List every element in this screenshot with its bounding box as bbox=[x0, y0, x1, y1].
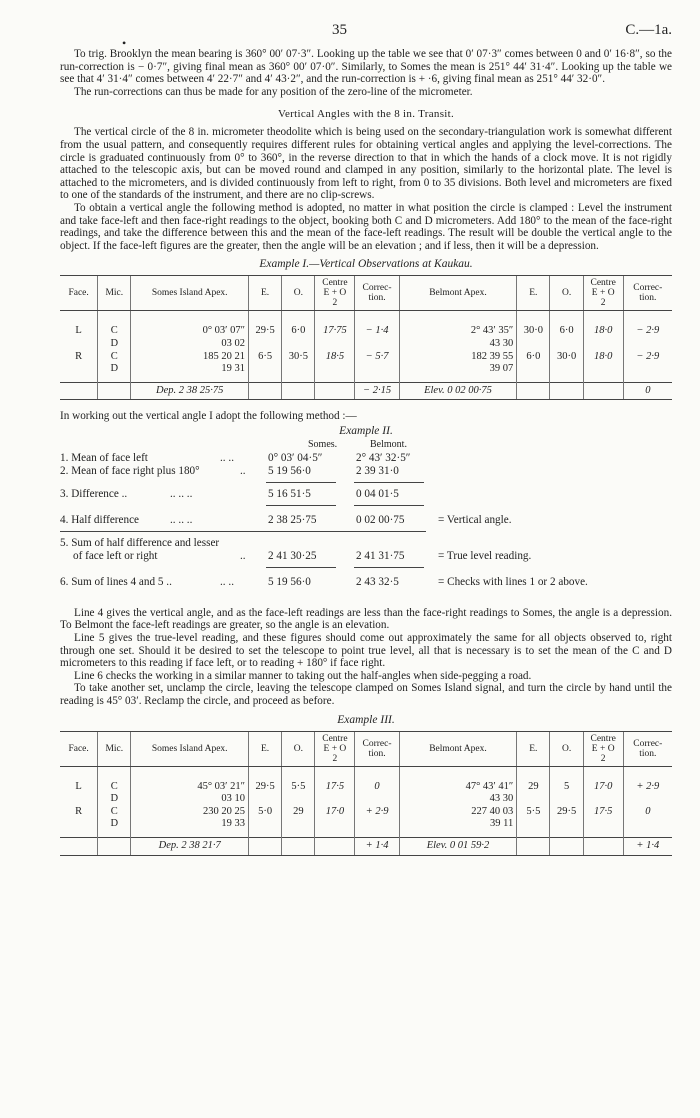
example2-line-5-label2: of face left or right bbox=[73, 549, 158, 562]
col-belmont: Belmont Apex. bbox=[399, 276, 517, 311]
example2-line-4-somes: 2 38 25·75 bbox=[268, 513, 317, 526]
col-somes: Somes Island Apex. bbox=[131, 276, 249, 311]
paragraph-line4: Line 4 gives the vertical angle, and as the face-left readings are less than the face-right readings to Somes, the angle is a depression. To Belmont the face-left readings are greater, so the angle is an elevation. bbox=[60, 606, 672, 632]
example2-line-4-note: = Vertical angle. bbox=[438, 513, 512, 526]
example2-col-somes: Somes. bbox=[308, 438, 338, 450]
table-header bbox=[60, 276, 672, 311]
table-summary-row: Dep. 2 38 21·7 + 1·4 Elev. 0 01 59·2 + 1·4 bbox=[60, 838, 672, 856]
example2-line-6-belmont: 2 43 32·5 bbox=[356, 575, 399, 588]
table-row: L C 0° 03′ 07″ 29·5 6·0 17·75 − 1·4 2° 43′ 35″ 30·0 6·0 18·0 − 2·9 bbox=[60, 311, 672, 338]
table-row: L C 45° 03′ 21″ 29·5 5·5 17·5 0 47° 43′ 41″ 29 5 17·0 + 2·9 bbox=[60, 766, 672, 793]
example2-line-1-belmont: 2° 43′ 32·5″ bbox=[356, 451, 411, 464]
example2-block bbox=[60, 439, 672, 603]
table-row: R C 230 20 25 5·0 29 17·0 + 2·9 227 40 03 5·5 29·5 17·5 0 bbox=[60, 806, 672, 819]
example2-line-5-somes: 2 41 30·25 bbox=[268, 549, 317, 562]
example2-line-5-dots: .. bbox=[240, 549, 246, 562]
rule bbox=[354, 567, 424, 568]
rule bbox=[266, 482, 336, 483]
stray-mark: • bbox=[122, 36, 127, 50]
col-correction: Correc- tion. bbox=[355, 276, 399, 311]
paragraph-working-out: In working out the vertical angle I adopt the following method :— bbox=[60, 410, 357, 423]
example2-line-3-dots: .. .. .. bbox=[170, 487, 193, 500]
example2-line-4-dots: .. .. .. bbox=[170, 513, 193, 526]
col-correction-2: Correc- tion. bbox=[623, 276, 672, 311]
example1-table bbox=[60, 275, 672, 400]
example2-line-1-label: 1. Mean of face left bbox=[60, 451, 148, 464]
rule bbox=[266, 567, 336, 568]
document-code: C.—1a. bbox=[625, 22, 672, 38]
example2-line-6-label: 6. Sum of lines 4 and 5 .. bbox=[60, 575, 172, 588]
example2-line-4-label: 4. Half difference bbox=[60, 513, 139, 526]
example3-title: Example III. bbox=[337, 713, 395, 726]
document-page bbox=[60, 22, 672, 856]
col-o-2: O. bbox=[550, 276, 583, 311]
paragraph-line5: Line 5 gives the true-level reading, and these figures should come out approximately the same for all objects observed to, right through one set. Should it be desired to set the telescope to point true level, all that is necessary is to set the mean of the C and D micrometers to this reading if face left, or to reading + 180° if face right. bbox=[60, 632, 672, 670]
example2-line-2-dots: .. bbox=[240, 464, 246, 477]
example2-line-6-somes: 5 19 56·0 bbox=[268, 575, 311, 588]
page-header bbox=[60, 22, 672, 48]
example2-line-2-somes: 5 19 56·0 bbox=[268, 464, 311, 477]
col-centre-2: Centre E + O 2 bbox=[583, 276, 623, 311]
example2-line-1-dots: .. .. bbox=[220, 451, 234, 464]
paragraph-run-corrections: The run-corrections can thus be made for any position of the zero-line of the micrometer. bbox=[74, 85, 473, 98]
paragraph-brooklyn: To trig. Brooklyn the mean bearing is 360° 00′ 07·3″. Looking up the table we see that 0′ 07·3″ comes between 0 and 0′ 16·8″, so the run-correction is − 0·7″, giving final mean as 360° 00′ 07·0″. Similarly, to Somes the mean is 251° 44′ 31·4″. Looking up the table we see that 4′ 31·4″ comes between 4′ 22·7″ and 4′ 43·2″, and the run-correction is + ·6, giving final mean as 251° 44′ 32·0″. bbox=[60, 48, 672, 86]
table-header: Face. Mic. Somes Island Apex. E. O. Centre E + O 2 Correc- tion. Belmont Apex. E. O. Centre E + O 2 Correc- tion. bbox=[60, 731, 672, 766]
section-heading: Vertical Angles with the 8 in. Transit. bbox=[277, 108, 455, 121]
col-centre: Centre E + O 2 bbox=[315, 276, 355, 311]
paragraph-method: To obtain a vertical angle the following method is adopted, no matter in what position the circle is clamped : Level the instrument and take face-left and then face-right readings to the object, booking both C and D micrometers. Add 180° to the mean of the face-right readings, and take the difference between this and the mean of the face-left readings. The result will be double the vertical angle to the object. If the face-left figures are the greater, then the angle will be an elevation ; and if less, then it will be a depression. bbox=[60, 201, 672, 252]
table-row: D 19 33 39 11 bbox=[60, 818, 672, 837]
table-row: D 03 02 43 30 bbox=[60, 338, 672, 351]
col-mic: Mic. bbox=[98, 276, 131, 311]
col-e: E. bbox=[248, 276, 281, 311]
paragraph-another-set: To take another set, unclamp the circle, leaving the telescope clamped on Somes Island signal, and turn the circle by hand until the reading is 45° 03′. Reclamp the circle, and proceed as before. bbox=[60, 682, 672, 708]
example2-line-3-somes: 5 16 51·5 bbox=[268, 487, 311, 500]
paragraph-vertical-circle: The vertical circle of the 8 in. micrometer theodolite which is being used on the secondary-triangulation work is somewhat different from the usual pattern, and consequently requires different rules for obtaining vertical angles and applying the level-corrections. The circle is graduated continuously from 0° to 360°, in the reverse direction to that in which the hands of a clock move. It is not rigidly attached to the telescopic axis, but can be moved round and clamped in any position, similarly to the horizontal plate. The level is attached to the micrometers, and is divided continuously from left to right, from 0 to 35 divisions. Both level and micrometers are fixed to one of the standards of the instrument, and there are no clip-screws. bbox=[60, 126, 672, 202]
col-face: Face. bbox=[60, 276, 98, 311]
example2-line-5-note: = True level reading. bbox=[438, 549, 532, 562]
rule bbox=[354, 505, 424, 506]
example2-line-1-somes: 0° 03′ 04·5″ bbox=[268, 451, 323, 464]
example2-line-3-label: 3. Difference .. bbox=[60, 487, 128, 500]
example2-line-4-belmont: 0 02 00·75 bbox=[356, 513, 405, 526]
example1-title: Example I.—Vertical Observations at Kaukau. bbox=[259, 258, 473, 271]
table-row: D 19 31 39 07 bbox=[60, 363, 672, 382]
rule bbox=[354, 482, 424, 483]
example2-line-2-belmont: 2 39 31·0 bbox=[356, 464, 399, 477]
example2-line-2-label: 2. Mean of face right plus 180° bbox=[60, 464, 200, 477]
example3-table bbox=[60, 731, 672, 856]
example2-line-3-belmont: 0 04 01·5 bbox=[356, 487, 399, 500]
example2-line-5-belmont: 2 41 31·75 bbox=[356, 549, 405, 562]
table-summary-row: Dep. 2 38 25·75 − 2·15 Elev. 0 02 00·75 0 bbox=[60, 382, 672, 400]
table-row: D 03 10 43 30 bbox=[60, 793, 672, 806]
table-row: R C 185 20 21 6·5 30·5 18·5 − 5·7 182 39 55 6·0 30·0 18·0 − 2·9 bbox=[60, 351, 672, 364]
col-e-2: E. bbox=[517, 276, 550, 311]
col-o: O. bbox=[282, 276, 315, 311]
example2-line-6-note: = Checks with lines 1 or 2 above. bbox=[438, 575, 588, 588]
example2-title: Example II. bbox=[339, 424, 393, 437]
rule bbox=[266, 505, 336, 506]
paragraph-line6: Line 6 checks the working in a similar manner to taking out the half-angles when side-pegging a road. bbox=[74, 669, 532, 682]
example2-line-6-dots: .. .. bbox=[220, 575, 234, 588]
page-number: 35 bbox=[332, 22, 347, 38]
example2-col-belmont: Belmont. bbox=[370, 438, 407, 450]
rule bbox=[60, 531, 426, 532]
example2-line-5-label: 5. Sum of half difference and lesser bbox=[60, 536, 220, 549]
